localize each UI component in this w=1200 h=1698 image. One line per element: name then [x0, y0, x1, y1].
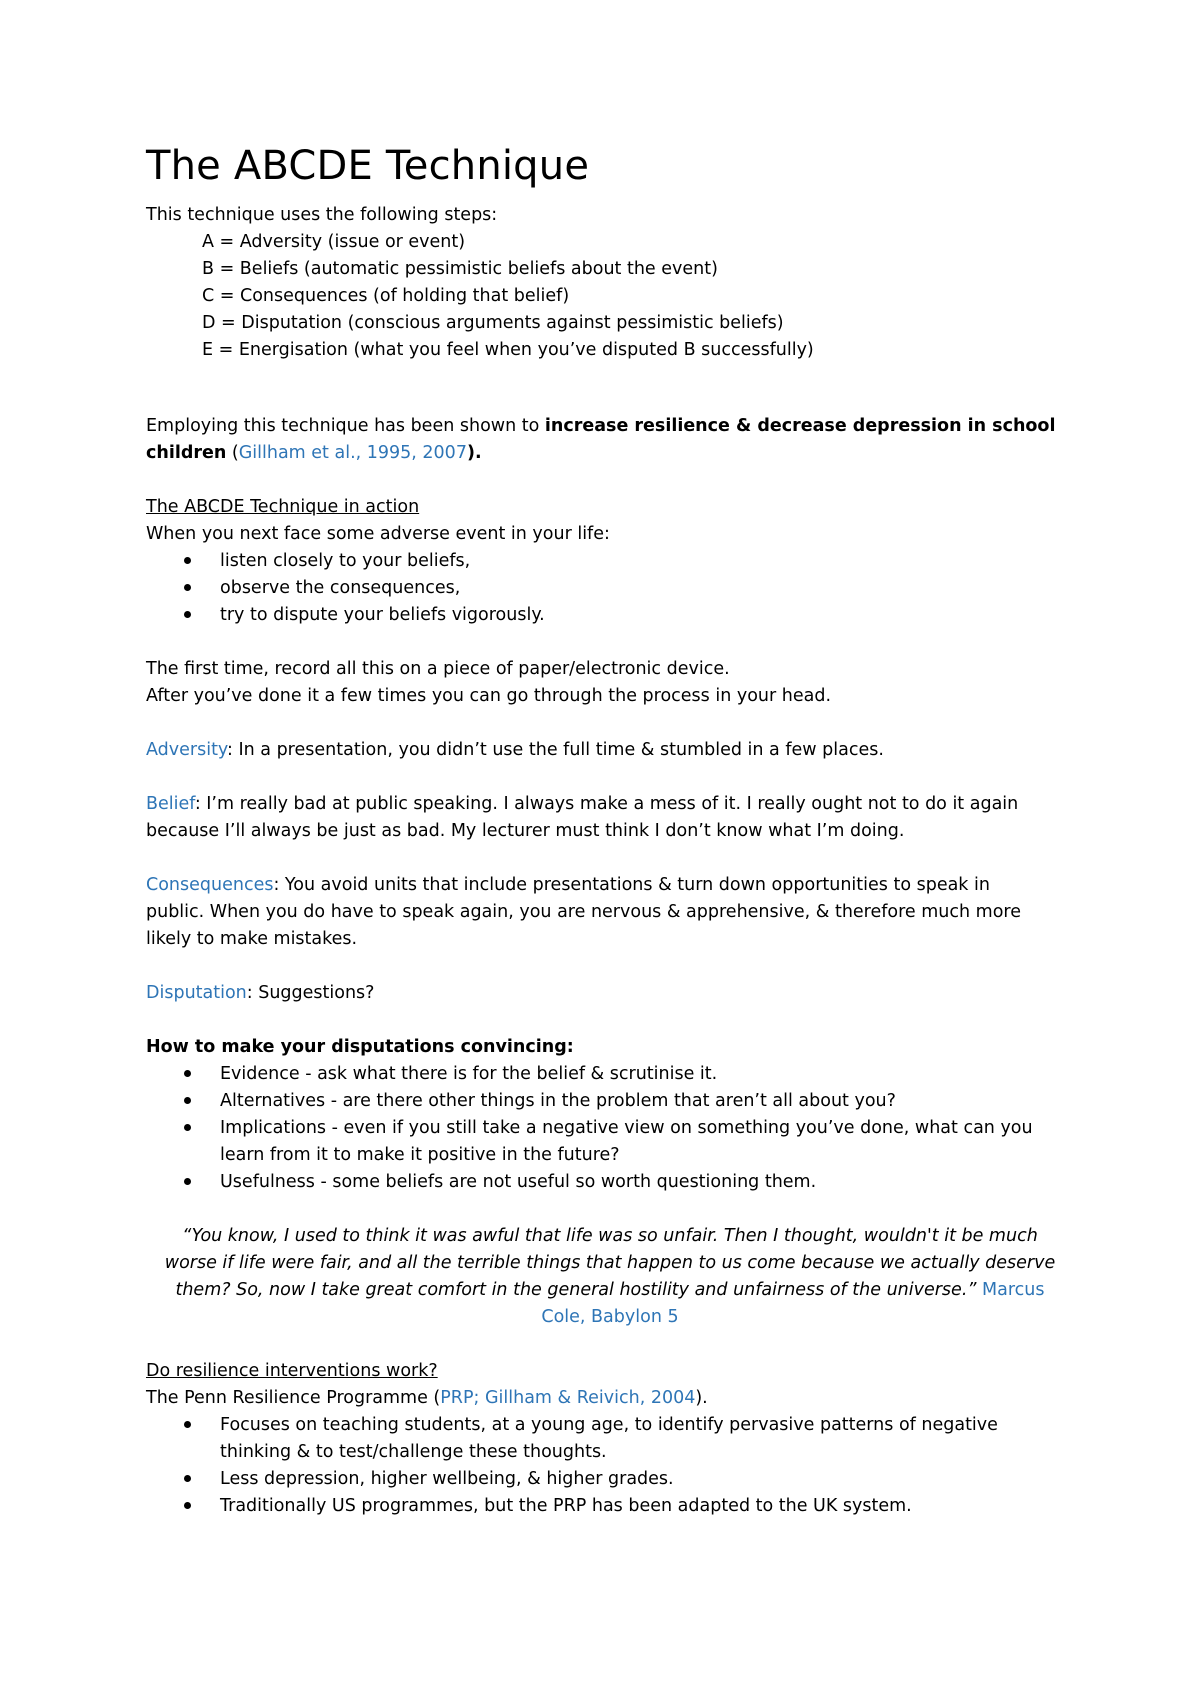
employing-close: ). [466, 443, 482, 463]
belief-label: Belief [146, 794, 195, 814]
page-title: The ABCDE Technique [146, 143, 590, 189]
list-item [146, 1169, 1066, 1196]
interventions-lead-line [146, 1385, 1066, 1412]
in-action-list [146, 548, 1066, 629]
interventions-lead: The Penn Resilience Programme ( [146, 1388, 441, 1408]
bullet-dot [184, 1124, 191, 1131]
adversity-line [146, 737, 1066, 764]
consequences-text-3: likely to make mistakes. [146, 929, 358, 949]
list-item [146, 1088, 1066, 1115]
record-line-1: The first time, record all this on a piece of paper/electronic device. [146, 659, 730, 679]
employing-bold-2: children [146, 443, 227, 463]
consequences-paragraph [146, 872, 1066, 953]
consequences-label: Consequences [146, 875, 274, 895]
employing-open-paren: ( [226, 443, 239, 463]
bullet-dot [184, 1070, 191, 1077]
bullet-dot [184, 1421, 191, 1428]
list-item-text: Evidence - ask what there is for the belief & scrutinise it. [220, 1064, 718, 1084]
list-item [146, 1061, 1066, 1088]
consequences-line-1 [146, 872, 1066, 899]
consequences-text-2: public. When you do have to speak again, you are nervous & apprehensive, & therefore much more [146, 902, 1021, 922]
steps-intro: This technique uses the following steps: [146, 205, 498, 225]
list-item-text: try to dispute your beliefs vigorously. [220, 605, 545, 625]
belief-text-2: because I’ll always be just as bad. My lecturer must think I don’t know what I’m doing. [146, 821, 905, 841]
in-action-heading: The ABCDE Technique in action [146, 497, 420, 517]
bullet-dot [184, 611, 191, 618]
record-line-2: After you’ve done it a few times you can go through the process in your head. [146, 686, 832, 706]
list-item-text: Focuses on teaching students, at a young age, to identify pervasive patterns of negative thinking & to test/challenge these thoughts. [220, 1415, 998, 1462]
disputation-line [146, 980, 1066, 1007]
employing-citation-link[interactable]: Gillham et al., 1995, 2007 [238, 443, 467, 463]
employing-paragraph [146, 413, 1066, 467]
list-item-text: Implications - even if you still take a negative view on something you’ve done, what can you learn from it to make it positive in the future? [220, 1118, 1033, 1165]
step-a: A = Adversity (issue or event) [202, 232, 466, 252]
step-b: B = Beliefs (automatic pessimistic beliefs about the event) [202, 259, 718, 279]
step-c: C = Consequences (of holding that belief) [202, 286, 570, 306]
disputation-paragraph [146, 980, 1066, 1007]
list-item [146, 548, 1066, 575]
interventions-list [146, 1412, 1066, 1520]
employing-line-2 [146, 440, 1066, 467]
list-item [146, 1493, 1066, 1520]
bullet-dot [184, 557, 191, 564]
convincing-list [146, 1061, 1066, 1196]
convincing-section [146, 1034, 1066, 1196]
belief-paragraph [146, 791, 1066, 845]
list-item [146, 1115, 1066, 1169]
quote-line-1: “You know, I used to think it was awful that life was so unfair. Then I thought, wouldn't it be much [182, 1226, 1038, 1246]
employing-lead: Employing this technique has been shown to [146, 416, 545, 436]
belief-line-1 [146, 791, 1066, 818]
quote-line-3-wrap [150, 1277, 1070, 1304]
list-item [146, 602, 1066, 629]
interventions-heading: Do resilience interventions work? [146, 1361, 438, 1381]
list-item-text: Usefulness - some beliefs are not useful so worth questioning them. [220, 1172, 817, 1192]
convincing-heading: How to make your disputations convincing: [146, 1037, 574, 1057]
list-item-text: Traditionally US programmes, but the PRP has been adapted to the UK system. [220, 1496, 912, 1516]
bullet-dot [184, 1097, 191, 1104]
steps-section [146, 202, 1066, 364]
list-item [146, 1412, 1066, 1466]
adversity-text: : In a presentation, you didn’t use the full time & stumbled in a few places. [227, 740, 884, 760]
quote-line-3: them? So, now I take great comfort in the general hostility and unfairness of the universe.” [175, 1280, 977, 1300]
disputation-text: : Suggestions? [246, 983, 375, 1003]
record-paragraph [146, 656, 1066, 710]
employing-bold-1: increase resilience & decrease depression in school [544, 416, 1056, 436]
list-item [146, 575, 1066, 602]
in-action-intro: When you next face some adverse event in your life: [146, 524, 610, 544]
list-item [146, 1466, 1066, 1493]
in-action-section [146, 494, 1066, 629]
consequences-text-1: : You avoid units that include presentations & turn down opportunities to speak in [273, 875, 990, 895]
adversity-paragraph [146, 737, 1066, 764]
interventions-citation-link[interactable]: PRP; Gillham & Reivich, 2004 [440, 1388, 696, 1408]
list-item-text: listen closely to your beliefs, [220, 551, 471, 571]
quote-block [146, 1223, 1074, 1331]
interventions-close: ). [695, 1388, 708, 1408]
belief-text-1: : I’m really bad at public speaking. I always make a mess of it. I really ought not to do it again [194, 794, 1019, 814]
step-e: E = Energisation (what you feel when you’ve disputed B successfully) [202, 340, 814, 360]
list-item-text: observe the consequences, [220, 578, 461, 598]
bullet-dot [184, 1475, 191, 1482]
interventions-section [146, 1358, 1066, 1520]
bullet-dot [184, 1502, 191, 1509]
quote-attribution-2: Cole, Babylon 5 [541, 1307, 679, 1327]
list-item-text: Alternatives - are there other things in the problem that aren’t all about you? [220, 1091, 896, 1111]
disputation-label: Disputation [146, 983, 247, 1003]
list-item-text: Less depression, higher wellbeing, & higher grades. [220, 1469, 674, 1489]
quote-attribution-1: Marcus [982, 1280, 1045, 1300]
bullet-dot [184, 1178, 191, 1185]
adversity-label: Adversity [146, 740, 228, 760]
quote-line-2: worse if life were fair, and all the terrible things that happen to us come because we actually deserve [164, 1253, 1056, 1273]
bullet-dot [184, 584, 191, 591]
employing-line-1 [146, 413, 1066, 440]
step-d: D = Disputation (conscious arguments against pessimistic beliefs) [202, 313, 784, 333]
